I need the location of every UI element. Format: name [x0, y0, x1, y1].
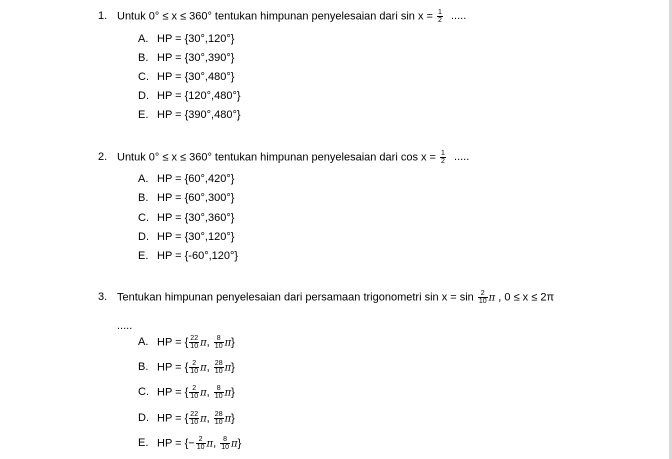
separator: ,	[206, 386, 210, 399]
option-letter: D.	[138, 90, 149, 102]
question-text: Untuk 0° ≤ x ≤ 360° tentukan himpunan penyelesaian dari sin x =	[117, 10, 433, 23]
pi-symbol: π	[224, 337, 232, 349]
negative-sign: −	[188, 437, 195, 450]
option-letter: E.	[138, 437, 149, 450]
fraction-denominator: 10	[190, 393, 199, 400]
pi-symbol: π	[488, 292, 496, 304]
pi-symbol: π	[200, 337, 207, 349]
pi-symbol: π	[224, 413, 232, 425]
option-letter: D.	[138, 412, 149, 425]
fraction-denominator: 10	[214, 343, 223, 350]
option-text: HP = {390°,480°}	[157, 109, 241, 121]
fraction-denominator: 10	[214, 368, 223, 375]
question-3	[98, 290, 554, 305]
question-ellipsis: .....	[117, 320, 133, 332]
option-letter: E.	[138, 109, 149, 121]
pi-symbol: π	[224, 387, 232, 399]
separator: ,	[206, 361, 210, 374]
fraction-denominator: 10	[478, 298, 487, 305]
fraction-denominator: 10	[190, 419, 199, 426]
option-letter: A.	[138, 173, 149, 185]
fraction	[437, 9, 443, 24]
option-text: HP = {30°,390°}	[157, 52, 235, 64]
fraction	[189, 385, 199, 400]
option-1d[interactable]	[138, 89, 241, 103]
fraction	[220, 436, 230, 451]
option-text: HP = {30°,120°}	[157, 231, 235, 243]
fraction	[189, 360, 199, 375]
fraction-numerator: 28	[214, 411, 223, 418]
fraction-numerator: 22	[190, 335, 199, 342]
question-number: 3.	[98, 291, 108, 304]
option-2b[interactable]	[138, 191, 234, 205]
fraction-numerator: 2	[478, 290, 488, 298]
fraction-denominator: 2	[441, 158, 445, 165]
fraction-numerator: 1	[441, 150, 445, 157]
pi-symbol: π	[200, 362, 207, 374]
fraction-numerator: 1	[438, 9, 442, 16]
option-2d[interactable]	[138, 230, 234, 244]
close-brace: }	[237, 437, 242, 450]
option-2e[interactable]	[138, 249, 238, 263]
option-1b[interactable]	[138, 51, 234, 65]
question-text: Untuk 0° ≤ x ≤ 360° tentukan himpunan penyelesaian dari cos x =	[117, 151, 436, 164]
option-letter: C.	[138, 386, 149, 399]
option-letter: D.	[138, 231, 149, 243]
fraction	[214, 335, 224, 350]
fraction-numerator: 8	[220, 436, 230, 444]
question-text: Tentukan himpunan penyelesaian dari persamaan trigonometri sin x = sin	[117, 291, 474, 304]
fraction	[214, 385, 224, 400]
separator: ,	[206, 336, 210, 349]
fraction-numerator: 8	[214, 385, 224, 393]
option-letter: A.	[138, 336, 149, 349]
close-brace: }	[231, 336, 235, 349]
fraction-denominator: 10	[221, 444, 230, 451]
question-number: 1.	[98, 10, 108, 23]
option-text: HP = {-60°,120°}	[157, 250, 239, 262]
option-letter: B.	[138, 192, 149, 204]
option-3b[interactable]	[138, 360, 235, 375]
pi-symbol: π	[200, 387, 207, 399]
fraction-denominator: 10	[214, 419, 223, 426]
fraction	[196, 436, 206, 451]
option-2c[interactable]	[138, 211, 234, 225]
option-prefix: HP = {	[157, 336, 189, 349]
option-text: HP = {30°,480°}	[157, 71, 235, 83]
question-1	[98, 9, 466, 24]
fraction-denominator: 10	[196, 444, 205, 451]
fraction	[189, 411, 199, 426]
close-brace: }	[231, 412, 235, 425]
option-1a[interactable]	[138, 32, 234, 46]
fraction	[214, 360, 224, 375]
fraction-numerator: 2	[189, 360, 199, 368]
fraction	[440, 150, 446, 165]
question-2	[98, 150, 469, 165]
question-ellipsis: .....	[450, 10, 467, 23]
fraction	[478, 290, 488, 305]
fraction-numerator: 2	[196, 436, 206, 444]
fraction-numerator: 22	[190, 411, 199, 418]
fraction-denominator: 10	[190, 368, 199, 375]
pi-symbol: π	[206, 438, 214, 450]
option-text: HP = {30°,360°}	[157, 212, 235, 224]
option-3a[interactable]	[138, 335, 235, 350]
option-prefix: HP = {	[157, 361, 189, 374]
pi-symbol: π	[200, 413, 207, 425]
fraction-denominator: 10	[214, 393, 223, 400]
option-letter: A.	[138, 33, 149, 45]
close-brace: }	[231, 361, 235, 374]
option-prefix: HP = {	[157, 437, 189, 450]
option-letter: E.	[138, 250, 149, 262]
option-prefix: HP = {	[157, 386, 189, 399]
question-number: 2.	[98, 151, 108, 164]
pi-symbol: π	[224, 362, 232, 374]
option-prefix: HP = {	[157, 412, 189, 425]
option-letter: B.	[138, 52, 149, 64]
fraction	[214, 411, 224, 426]
fraction-numerator: 28	[214, 360, 223, 367]
option-3d[interactable]	[138, 411, 235, 426]
question-ellipsis: .....	[454, 151, 470, 164]
option-text: HP = {120°,480°}	[157, 90, 241, 102]
option-letter: B.	[138, 361, 149, 374]
pi-symbol: π	[231, 438, 238, 450]
fraction-denominator: 2	[438, 17, 442, 24]
option-letter: C.	[138, 71, 149, 83]
option-letter: C.	[138, 212, 149, 224]
fraction-numerator: 8	[214, 335, 224, 343]
fraction-denominator: 10	[190, 343, 199, 350]
option-text: HP = {60°,300°}	[157, 192, 235, 204]
option-1c[interactable]	[138, 70, 234, 84]
separator: ,	[213, 437, 217, 450]
option-3c[interactable]	[138, 385, 235, 400]
fraction-numerator: 2	[189, 385, 199, 393]
close-brace: }	[231, 386, 235, 399]
separator: ,	[206, 412, 210, 425]
option-text: HP = {30°,120°}	[157, 33, 235, 45]
option-2a[interactable]	[138, 172, 234, 186]
option-1e[interactable]	[138, 108, 241, 122]
option-text: HP = {60°,420°}	[157, 173, 235, 185]
option-3e[interactable]	[138, 436, 241, 451]
question-range: , 0 ≤ x ≤ 2π	[498, 291, 555, 304]
fraction	[189, 335, 199, 350]
